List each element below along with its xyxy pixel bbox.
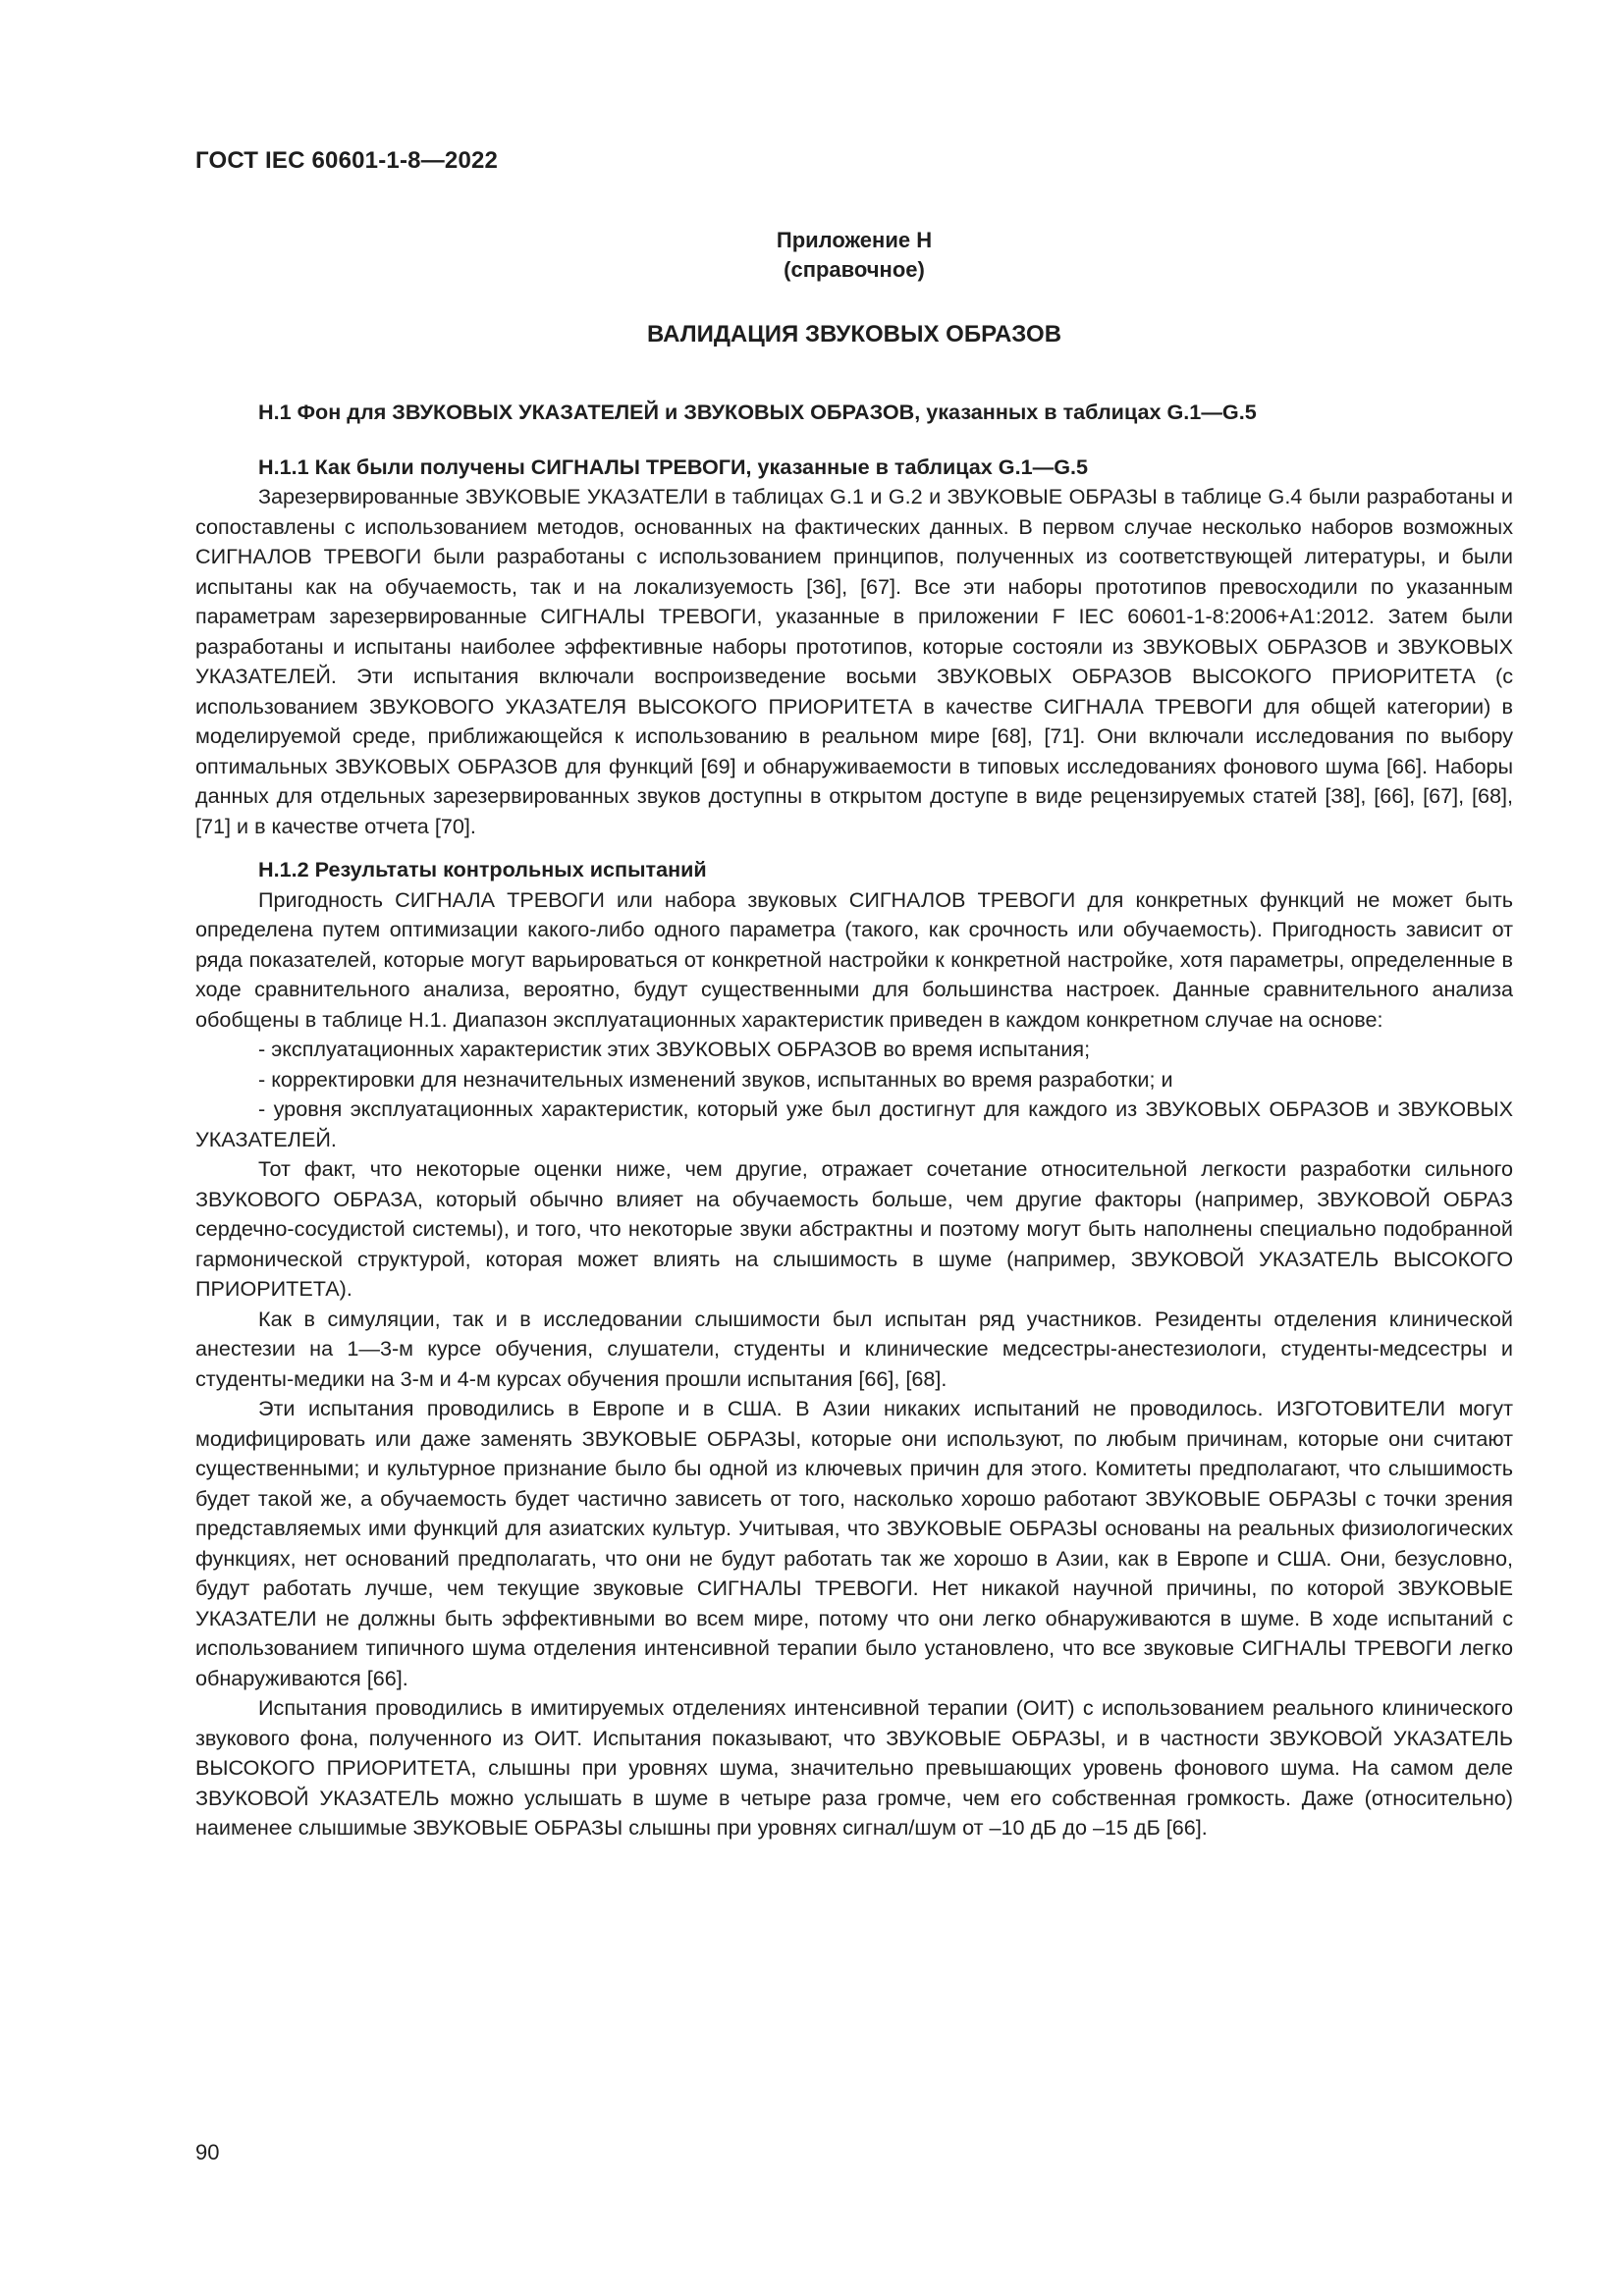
paragraph: Эти испытания проводились в Европе и в США. В Азии никаких испытаний не проводилось. ИЗГОТОВИТЕЛИ могут модифицировать или даже заменять ЗВУКОВЫЕ ОБРАЗЫ, которые они используют, по любым причинам, которые они считают существенными; и культурное признание было бы одной из ключевых причин для этого. Комитеты предполагают, что слышимость будет такой же, а обучаемость будет частично зависеть от того, насколько хорошо работают ЗВУКОВЫЕ ОБРАЗЫ с точки зрения представляемых ими функций для азиатских культур. Учитывая, что ЗВУКОВЫЕ ОБРАЗЫ основаны на реальных физиологических функциях, нет оснований предполагать, что они не будут работать так же хорошо в Азии, как в Европе и США. Они, безусловно, будут работать лучше, чем текущие звуковые СИГНАЛЫ ТРЕВОГИ. Нет никакой научной причины, по которой ЗВУКОВЫЕ УКАЗАТЕЛИ не должны быть эффективными во всем мире, потому что они легко обнаруживаются в шуме. В ходе испытаний с использованием типичного шума отделения интенсивной терапии было установлено, что все звуковые СИГНАЛЫ ТРЕВОГИ легко обнаруживаются [66]. (195, 1396, 1513, 1690)
section-heading-h1-1: Н.1.1 Как были получены СИГНАЛЫ ТРЕВОГИ, указанные в таблицах G.1—G.5 (258, 454, 1089, 479)
paragraph: Зарезервированные ЗВУКОВЫЕ УКАЗАТЕЛИ в таблицах G.1 и G.2 и ЗВУКОВЫЕ ОБРАЗЫ в таблице G.4 были разработаны и сопоставлены с использованием методов, основанных на фактических данных. В первом случае несколько наборов возможных СИГНАЛОВ ТРЕВОГИ были разработаны с использованием принципов, полученных из соответствующей литературы, и были испытаны как на обучаемость, так и на локализуемость [36], [67]. Все эти наборы прототипов превосходили по указанным параметрам зарезервированные СИГНАЛЫ ТРЕВОГИ, указанные в приложении F IEC 60601-1-8:2006+A1:2012. Затем были разработаны и испытаны наиболее эффективные наборы прототипов, которые состояли из ЗВУКОВЫХ ОБРАЗОВ и ЗВУКОВЫХ УКАЗАТЕЛЕЙ. Эти испытания включали воспроизведение восьми ЗВУКОВЫХ ОБРАЗОВ ВЫСОКОГО ПРИОРИТЕТА (с использованием ЗВУКОВОГО УКАЗАТЕЛЯ ВЫСОКОГО ПРИОРИТЕТА в качестве СИГНАЛА ТРЕВОГИ для общей категории) в моделируемой среде, приближающейся к использованию в реальном мире [68], [71]. Они включали исследования по выбору оптимальных ЗВУКОВЫХ ОБРАЗОВ для функций [69] и обнаруживаемости в типовых исследованиях фонового шума [66]. Наборы данных для отдельных зарезервированных звуков доступны в открытом доступе в виде рецензируемых статей [38], [66], [67], [68], [71] и в качестве отчета [70]. (195, 484, 1513, 838)
list-item: - корректировки для незначительных изменений звуков, испытанных во время разработки; и (258, 1066, 1173, 1092)
paragraph: Как в симуляции, так и в исследовании слышимости был испытан ряд участников. Резиденты отделения клинической анестезии на 1—3-м курсе обучения, слушатели, студенты и клинические медсестры-анестезиологи, студенты-медсестры и студенты-медики на 3-м и 4-м курсах обучения прошли испытания [66], [68]. (195, 1306, 1513, 1391)
document-header: ГОСТ IEC 60601-1-8—2022 (195, 147, 499, 174)
paragraph: Тот факт, что некоторые оценки ниже, чем другие, отражает сочетание относительной легкости разработки сильного ЗВУКОВОГО ОБРАЗА, который обычно влияет на обучаемость больше, чем другие факторы (например, ЗВУКОВОЙ ОБРАЗ сердечно-сосудистой системы), и того, что некоторые звуки абстрактны и поэтому могут быть наполнены специально подобранной гармонической структурой, которая может влиять на слышимость в шуме (например, ЗВУКОВОЙ УКАЗАТЕЛЬ ВЫСОКОГО ПРИОРИТЕТА). (195, 1156, 1513, 1301)
appendix-label: Приложение Н (776, 228, 933, 252)
list-item: - уровня эксплуатационных характеристик, который уже был достигнут для каждого из ЗВУКОВЫХ ОБРАЗОВ и ЗВУКОВЫХ УКАЗАТЕЛЕЙ. (195, 1096, 1513, 1151)
page-number: 90 (195, 2140, 220, 2164)
section-heading-h1: Н.1 Фон для ЗВУКОВЫХ УКАЗАТЕЛЕЙ и ЗВУКОВЫХ ОБРАЗОВ, указанных в таблицах G.1—G.5 (258, 400, 1257, 424)
document-body (195, 398, 1513, 1843)
appendix-title: ВАЛИДАЦИЯ ЗВУКОВЫХ ОБРАЗОВ (646, 321, 1062, 347)
list-item: - эксплуатационных характеристик этих ЗВУКОВЫХ ОБРАЗОВ во время испытания; (258, 1037, 1091, 1061)
section-heading-h1-2: Н.1.2 Результаты контрольных испытаний (258, 857, 707, 881)
paragraph: Испытания проводились в имитируемых отделениях интенсивной терапии (ОИТ) с использованием реального клинического звукового фона, полученного из ОИТ. Испытания показывают, что ЗВУКОВЫЕ ОБРАЗЫ, и в частности ЗВУКОВОЙ УКАЗАТЕЛЬ ВЫСОКОГО ПРИОРИТЕТА, слышны при уровнях шума, значительно превышающих уровень фонового шума. На самом деле ЗВУКОВОЙ УКАЗАТЕЛЬ можно услышать в шуме в четыре раза громче, чем его собственная громкость. Даже (относительно) наименее слышимые ЗВУКОВЫЕ ОБРАЗЫ слышны при уровнях сигнал/шум от –10 дБ до –15 дБ [66]. (195, 1695, 1513, 1840)
paragraph: Пригодность СИГНАЛА ТРЕВОГИ или набора звуковых СИГНАЛОВ ТРЕВОГИ для конкретных функций не может быть определена путем оптимизации какого-либо одного параметра (такого, как срочность или обучаемость). Пригодность зависит от ряда показателей, которые могут варьироваться от конкретной настройки к конкретной настройке, хотя параметры, определенные в ходе сравнительного анализа, вероятно, будут существенными для большинства настроек. Данные сравнительного анализа обобщены в таблице Н.1. Диапазон эксплуатационных характеристик приведен в каждом конкретном случае на основе: (195, 886, 1513, 1032)
appendix-heading (0, 226, 1624, 285)
appendix-type: (справочное) (784, 257, 925, 282)
